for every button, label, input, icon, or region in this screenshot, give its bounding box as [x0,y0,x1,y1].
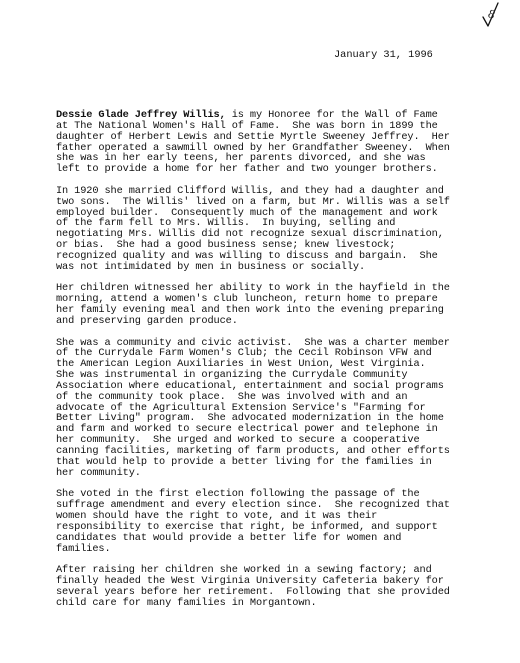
text-line: In 1920 she married Clifford Willis, and they had a daughter and [56,184,444,197]
text-line: several years before her retirement. Following that she provided [56,585,450,598]
text-line: candidates that would provide a better life for women and [56,531,402,544]
text-line: She was a community and civic activist. She was a charter member [56,336,450,349]
text-line: or bias. She had a good business sense; knew livestock; [56,239,396,252]
text-line: daughter of Herbert Lewis and Settie Myrtle Sweeney Jeffrey. Her [56,130,450,143]
paragraph-children [56,283,496,326]
paragraph-suffrage [56,489,496,554]
text-line: her family evening meal and then work into the evening preparing [56,304,444,317]
text-line: of the Currydale Farm Women's Club; the Cecil Robinson VFW and [56,347,432,360]
text-line: women should have the right to vote, and it was their [56,510,378,523]
text-line: at The National Women's Hall of Fame. She was born in 1899 the [56,119,438,132]
paragraph-marriage [56,186,496,273]
text-line: Association where educational, entertainment and social programs [56,379,444,392]
text-line: Her children witnessed her ability to work in the hayfield in the [56,282,450,295]
text-line: of the farm fell to Mrs. Willis. In buying, selling and [56,217,396,230]
honoree-intro: is my Honoree for the Wall of Fame [225,109,438,121]
text-line: and farm and worked to secure electrical power and telephone in [56,423,438,436]
text-line: She was instrumental in organizing the Currydale Community [56,369,408,382]
text-line: families. [56,542,111,555]
text-line: Better Living" program. She advocated modernization in the home [56,412,444,425]
text-line: of the community took place. She was involved with and an [56,390,408,403]
text-line: recognized quality and was willing to discuss and bargain. She [56,249,438,262]
text-line: and preserving garden produce. [56,314,238,327]
text-line: child care for many families in Morgantown. [56,596,317,609]
text-line: her community. [56,466,141,479]
paragraph-career [56,565,496,608]
paragraph-activism [56,338,496,479]
text-line: was not intimidated by men in business or socially. [56,260,366,273]
letter-body [56,110,496,619]
text-line: She voted in the first election following the passage of the [56,488,420,501]
text-line: that would help to provide a better living for the families in [56,455,432,468]
text-line: advocate of the Agricultural Extension Service's "Farming for [56,401,426,414]
text-line: responsibility to exercise that right, be informed, and support [56,520,438,533]
text-line: canning facilities, marketing of farm products, and other efforts [56,445,450,458]
text-line: negotiating Mrs. Willis did not recognize sexual discrimination, [56,228,444,241]
handwritten-initials: 8 [485,7,498,22]
text-line: finally headed the West Virginia University Cafeteria bakery for [56,575,444,588]
text-line: morning, attend a women's club luncheon, return home to prepare [56,293,438,306]
letter-date: January 31, 1996 [334,49,433,61]
text-line: her community. She urged and worked to secure a cooperative [56,434,420,447]
text-line: father operated a sawmill owned by her Grandfather Sweeney. When [56,141,450,154]
text-line: the American Legion Auxiliaries in West Union, West Virginia. [56,358,426,371]
text-line: employed builder. Consequently much of the management and work [56,206,438,219]
paragraph-honoree [56,110,496,175]
text-line: suffrage amendment and every election since. She recognized that [56,499,450,512]
text-line: left to provide a home for her father and two younger brothers. [56,163,438,176]
honoree-name: Dessie Glade Jeffrey Willis, [56,109,226,121]
text-line: she was in her early teens, her parents divorced, and she was [56,152,426,165]
text-line: two sons. The Willis' lived on a farm, but Mr. Willis was a self [56,195,450,208]
text-line: After raising her children she worked in a sewing factory; and [56,564,432,577]
